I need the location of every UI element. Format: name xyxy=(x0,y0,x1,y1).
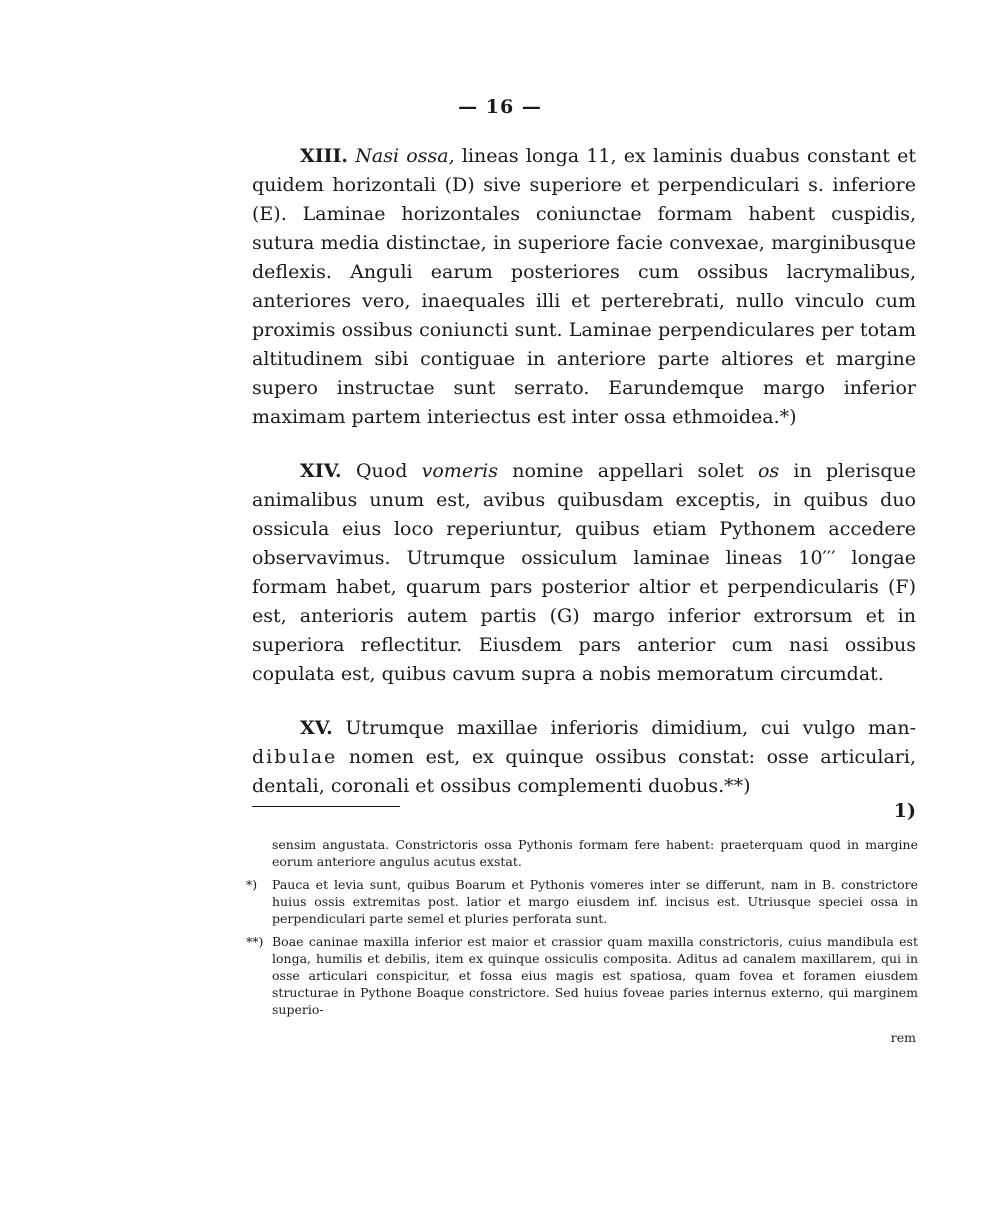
paragraph-xv xyxy=(252,714,916,801)
footnote-continuation: sensim angustata. Constrictoris ossa Pythonis formam fere habent: praeterquam quod in margine eorum anteriore angulus acutus exstat. xyxy=(272,837,918,869)
section-number: XIV. xyxy=(300,460,342,482)
italic-term: os xyxy=(757,460,780,482)
italic-term: vomeris xyxy=(421,460,498,482)
footnote-rule xyxy=(252,806,400,807)
catchword: rem xyxy=(890,1030,916,1045)
main-text xyxy=(252,142,916,801)
footnote-2-text: Boae caninae maxilla inferior est maior et crassior quam maxilla constrictoris, cuius mandibula est longa, humilis et debilis, item ex quinque ossiculis composita. Aditus ad canalem maxillarem, qui in osse articulari conspicitur, et fossa eius magis est spatiosa, quam fovea et foramen eiusdem structurae in Pythone Boaque constrictore. Sed huius foveae paries internus externo, qui marginem superio- xyxy=(272,934,918,1017)
footnote-marker: 1) xyxy=(893,800,916,822)
footnote-2 xyxy=(246,933,918,1018)
paragraph-text: Quod xyxy=(355,460,408,482)
section-number: XIII. xyxy=(300,145,349,167)
page-number: — 16 — xyxy=(458,96,542,118)
footnote-1-text: Pauca et levia sunt, quibus Boarum et Pythonis vomeres inter se differunt, nam in B. constrictore huius ossis extremitas post. latior et margo eiusdem inf. incisus est. Utriusque speciei ossa in perpendiculari parte semel et pluries perforata sunt. xyxy=(272,877,918,926)
paragraph-xiv xyxy=(252,457,916,689)
paragraph-text: Utrumque maxillae inferioris dimidium, cui vulgo man- xyxy=(345,717,917,739)
italic-term: Nasi ossa, xyxy=(355,145,455,167)
paragraph-text: nomine appellari solet xyxy=(512,460,744,482)
footnote-1 xyxy=(246,876,918,927)
footnote-2-mark: **) xyxy=(246,934,264,949)
section-number: XV. xyxy=(300,717,333,739)
paragraph-text: nomen est, ex quinque ossibus constat: osse articulari, dentali, coronali et ossibus complementi duobus.**) xyxy=(252,746,916,797)
paragraph-xiii xyxy=(252,142,916,432)
spaced-term: dibulae xyxy=(252,746,338,768)
footnote-1-mark: *) xyxy=(246,877,258,892)
paragraph-text: lineas longa 11, ex laminis duabus constant et quidem horizontali (D) sive superiore et perpendiculari s. inferiore (E). Laminae horizontales coniunctae formam habent cuspidis, sutura media distinctae, in superiore facie convexae, marginibusque deflexis. Anguli earum posteriores cum ossibus lacrymalibus, anteriores vero, inaequales illi et perterebrati, nullo vinculo cum proximis ossibus coniuncti sunt. Laminae perpendiculares per totam altitudinem sibi contiguae in anteriore parte altiores et margine supero instructae sunt serrato. Earundemque margo inferior maximam partem interiectus est inter ossa ethmoidea.*) xyxy=(252,145,916,428)
paragraph-text: in plerisque animalibus unum est, avibus quibusdam exceptis, in quibus duo ossicula eius loco reperiuntur, quibus etiam Pythonem accedere observavimus. Utrumque ossiculum laminae lineas 10′′′ longae formam habet, quarum pars posterior altior et perpendicularis (F) est, anterioris autem partis (G) margo inferior extrorsum et in superiora reflectitur. Eiusdem pars anterior cum nasi ossibus copulata est, quibus cavum supra a nobis memoratum circumdat. xyxy=(252,460,917,685)
footnotes xyxy=(246,836,918,1018)
